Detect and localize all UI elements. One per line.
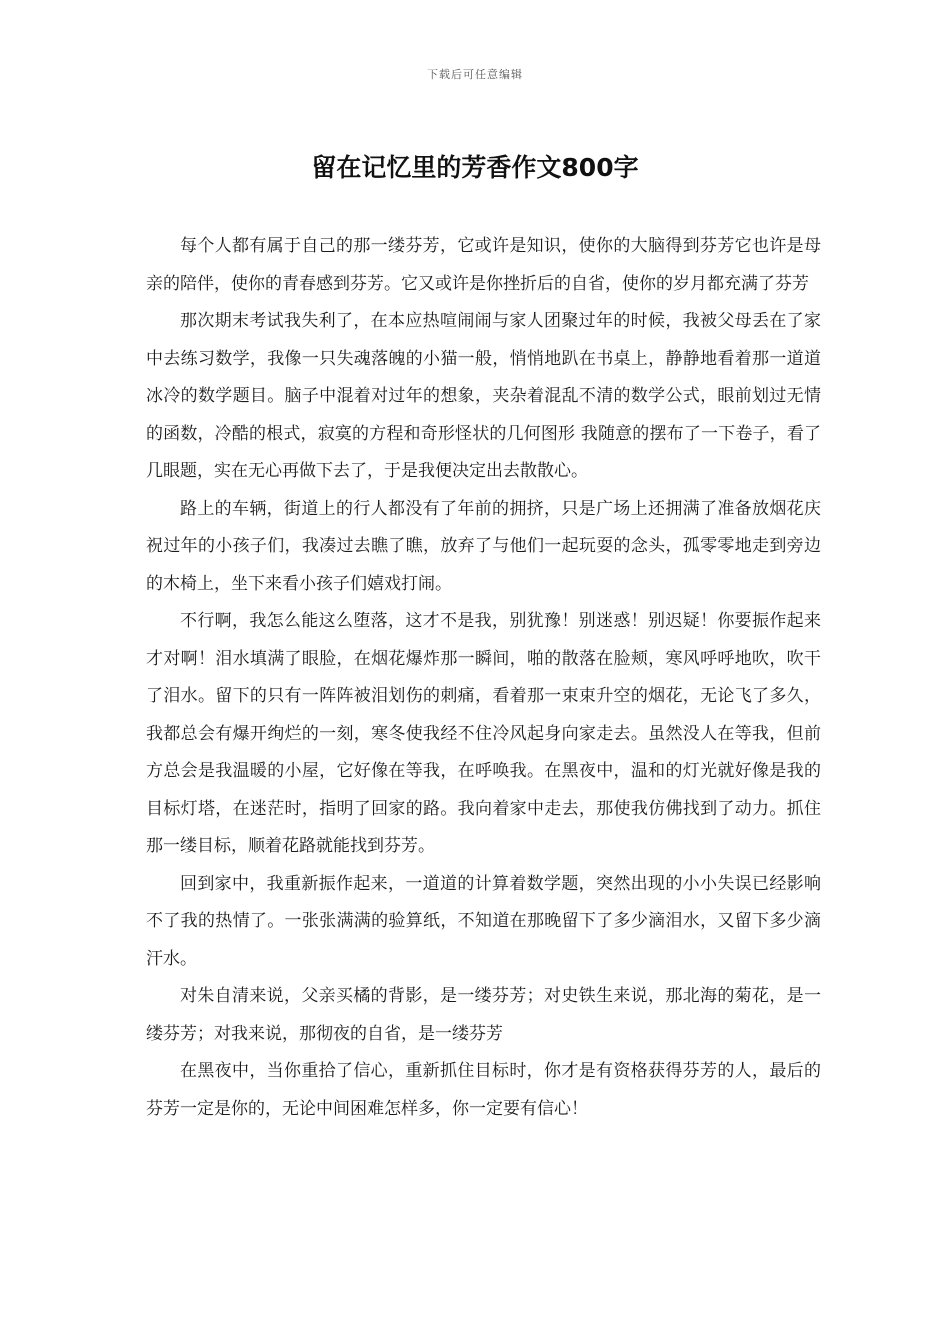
paragraph: 在黑夜中，当你重拾了信心，重新抓住目标时，你才是有资格获得芬芳的人，最后的芬芳一定是你的，无论中间困难怎样多，你一定要有信心！ [146,1061,821,1119]
paragraph: 对朱自清来说，父亲买橘的背影，是一缕芬芳；对史铁生来说，那北海的菊花，是一缕芬芳；对我来说，那彻夜的自省，是一缕芬芳 [146,986,821,1044]
article-body [146,228,821,1128]
paragraph: 那次期末考试我失利了，在本应热喧闹闹与家人团聚过年的时候，我被父母丢在了家中去练习数学，我像一只失魂落魄的小猫一般，悄悄地趴在书桌上，静静地看着那一道道冰冷的数学题目。脑子中混着对过年的想象，夹杂着混乱不清的数学公式，眼前划过无情的函数，冷酷的根式，寂寞的方程和奇形怪状的几何图形 我随意的摆布了一下卷子，看了几眼题，实在无心再做下去了，于是我便决定出去散散心。 [146,311,821,481]
header-note: 下载后可任意编辑 [427,68,523,81]
paragraph: 不行啊，我怎么能这么堕落，这才不是我，别犹豫！别迷惑！别迟疑！你要振作起来才对啊！泪水填满了眼脸，在烟花爆炸那一瞬间，啪的散落在脸颊，寒风呼呼地吹，吹干了泪水。留下的只有一阵阵被泪划伤的刺痛，看着那一束束升空的烟花，无论飞了多久，我都总会有爆开绚烂的一刻，寒冬使我经不住冷风起身向家走去。虽然没人在等我，但前方总会是我温暖的小屋，它好像在等我，在呼唤我。在黑夜中，温和的灯光就好像是我的目标灯塔，在迷茫时，指明了回家的路。我向着家中走去，那使我仿佛找到了动力。抓住那一缕目标，顺着花路就能找到芬芳。 [146,611,821,856]
page-title: 留在记忆里的芳香作文800字 [311,153,639,182]
paragraph: 每个人都有属于自己的那一缕芬芳，它或许是知识，使你的大脑得到芬芳它也许是母亲的陪伴，使你的青春感到芬芳。它又或许是你挫折后的自省，使你的岁月都充满了芬芳 [146,236,821,294]
paragraph: 回到家中，我重新振作起来，一道道的计算着数学题，突然出现的小小失误已经影响不了我的热情了。一张张满满的验算纸，不知道在那晚留下了多少滴泪水，又留下多少滴汗水。 [146,873,821,969]
paragraph: 路上的车辆，街道上的行人都没有了年前的拥挤，只是广场上还拥满了准备放烟花庆祝过年的小孩子们，我凑过去瞧了瞧，放弃了与他们一起玩耍的念头，孤零零地走到旁边的木椅上，坐下来看小孩子们嬉戏打闹。 [146,498,821,594]
